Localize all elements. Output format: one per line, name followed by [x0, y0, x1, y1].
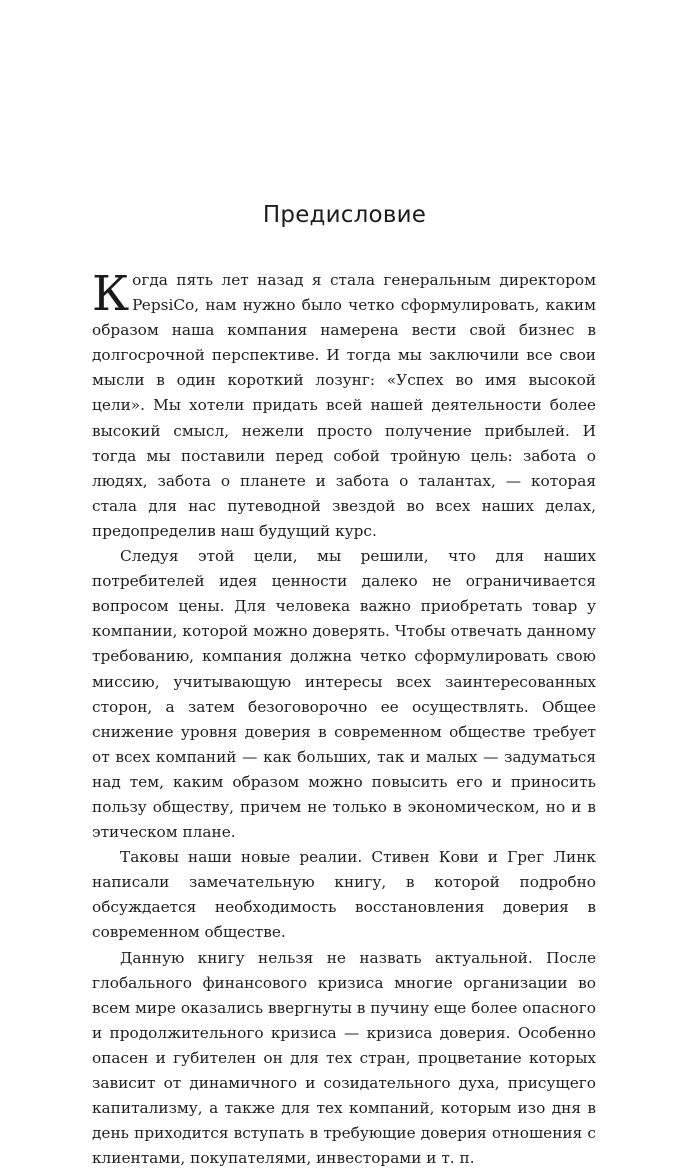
paragraph-2: Следуя этой цели, мы решили, что для наших потребителей идея ценности далеко не ограничивается вопросом цены. Для человека важно приобретать товар у компании, которой можно доверять. Чтобы отвечать данному требованию, компания должна четко сформулировать свою миссию, учитывающую интересы всех заинтересованных сторон, а затем безоговорочно ее осуществлять. Общее снижение уровня доверия в современном обществе требует от всех компаний — как больших, так и малых — задуматься над тем, каким образом можно повысить его и приносить пользу обществу, причем не только в экономическом, но и в этическом плане.	[92, 547, 596, 842]
body-text	[92, 268, 596, 1171]
paragraph-1-text: огда пять лет назад я стала генеральным директором PepsiCo, нам нужно было четко сформулировать, каким образом наша компания намерена вести свой бизнес в долгосрочной перспективе. И тогда мы заключили все свои мысли в один короткий лозунг: «Успех во имя высокой цели». Мы хотели придать всей нашей деятельности более высокий смысл, нежели просто получение прибылей. И тогда мы поставили перед собой тройную цель: забота о людях, забота о планете и забота о талантах, — которая стала для нас путеводной звездой во всех наших делах, предопределив наш будущий курс.	[92, 271, 596, 540]
drop-cap: К	[92, 266, 130, 322]
paragraph-1	[92, 268, 596, 544]
paragraph-4: Данную книгу нельзя не назвать актуальной. После глобального финансового кризиса многие организации во всем мире оказались ввергнуты в пучину еще более опасного и продолжительного кризиса — кризиса доверия. Особенно опасен и губителен он для тех стран, процветание которых зависит от динамичного и созидательного духа, присущего капитализму, а также для тех компаний, которым изо дня в день приходится вступать в требующие доверия отношения с клиентами, покупателями, инвесторами и т. п.	[92, 948, 596, 1168]
paragraph-3: Таковы наши новые реалии. Стивен Кови и Грег Линк написали замечательную книгу, в которой подробно обсуждается необходимость восстановления доверия в современном обществе.	[92, 848, 596, 942]
page-title: Предисловие	[262, 202, 427, 228]
